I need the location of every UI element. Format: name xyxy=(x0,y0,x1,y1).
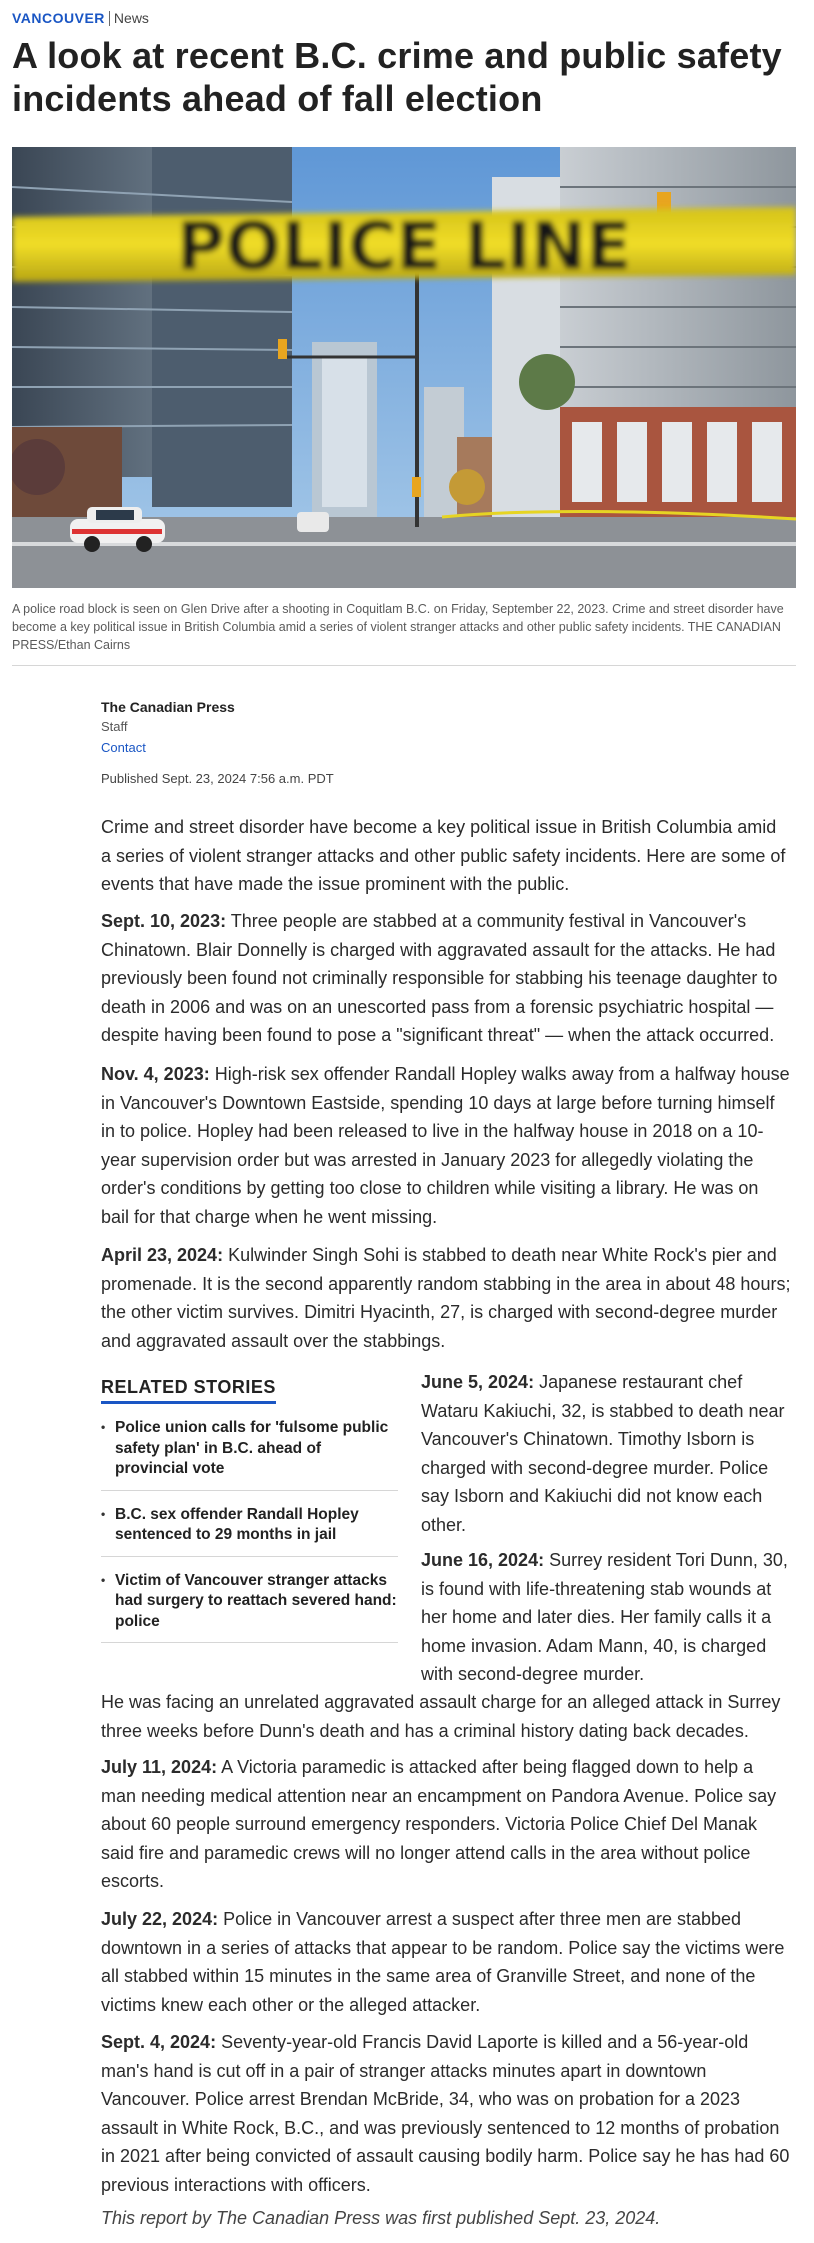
event-date: Sept. 10, 2023: xyxy=(101,911,227,931)
event-paragraph-continued: He was facing an unrelated aggravated assault charge for an alleged attack in Surrey three weeks before Dunn's death and has a criminal history dating back decades. xyxy=(101,1692,781,1741)
police-line-scene xyxy=(12,147,796,588)
event-date: June 5, 2024: xyxy=(421,1372,535,1392)
author-role: Staff xyxy=(101,719,128,734)
event-date: Sept. 4, 2024: xyxy=(101,2032,217,2052)
event-paragraph xyxy=(101,1060,791,1231)
event-text: Japanese restaurant chef Wataru Kakiuchi, 32, is stabbed to death near Vancouver's Chinatown. Timothy Isborn is charged with second-degree murder. Police say Isborn and Kakiuchi did not know each other. xyxy=(421,1372,785,1535)
published-date: Published Sept. 23, 2024 7:56 a.m. PDT xyxy=(101,771,334,786)
contact-link[interactable]: Contact xyxy=(101,740,146,755)
author-name: The Canadian Press xyxy=(101,699,235,715)
article-headline: A look at recent B.C. crime and public safety incidents ahead of fall election xyxy=(12,35,782,119)
site-header xyxy=(12,8,149,28)
photo-caption: A police road block is seen on Glen Drive after a shooting in Coquitlam B.C. on Friday, September 22, 2023. Crime and street disorder have become a key political issue in British Columbia amid a series of violent stranger attacks and other public safety incidents. THE CANADIAN PRESS/Ethan Cairns xyxy=(12,602,784,652)
event-text: Police in Vancouver arrest a suspect after three men are stabbed downtown in a series of attacks that appear to be random. Police say the victims were all stabbed within 15 minutes in the same area of Granville Street, and none of the victims knew each other or the alleged attacker. xyxy=(101,1909,785,2015)
event-text: High-risk sex offender Randall Hopley walks away from a halfway house in Vancouver's Downtown Eastside, spending 10 days at large before turning himself in to police. Hopley had been released to live in the halfway house in 2018 on a 10-year supervision order but was arrested in January 2023 for allegedly violating the order's conditions by getting too close to children while visiting a library. He was on bail for that charge when he went missing. xyxy=(101,1064,790,1227)
event-date: July 11, 2024: xyxy=(101,1757,218,1777)
related-story-link[interactable]: • B.C. sex offender Randall Hopley sentenced to 29 months in jail xyxy=(101,1501,398,1557)
article-intro: Crime and street disorder have become a key political issue in British Columbia amid a series of violent stranger attacks and other public safety incidents. Here are some of events that have made the issue prominent with the public. xyxy=(101,817,786,894)
event-paragraph xyxy=(101,1905,791,2019)
related-story-link[interactable]: • Victim of Vancouver stranger attacks had surgery to reattach severed hand: police xyxy=(101,1567,398,1644)
byline xyxy=(101,697,701,759)
related-stories-list xyxy=(101,1414,398,1643)
related-story-link[interactable]: • Police union calls for 'fulsome public safety plan' in B.C. ahead of provincial vote xyxy=(101,1414,398,1491)
event-text: Seventy-year-old Francis David Laporte is killed and a 56-year-old man's hand is cut off in a pair of stranger attacks minutes apart in downtown Vancouver. Police arrest Brendan McBride, 34, who was on probation for a 2023 assault in White Rock, B.C., and was previously sentenced to 12 months of probation in 2021 after being convicted of assault causing bodily harm. Police say he has had 60 previous interactions with officers. xyxy=(101,2032,790,2195)
event-date: April 23, 2024: xyxy=(101,1245,224,1265)
event-paragraph xyxy=(421,1546,791,1689)
police-line-tape-text: POLICE LINE xyxy=(176,208,632,285)
event-date: July 22, 2024: xyxy=(101,1909,219,1929)
related-stories-title: RELATED STORIES xyxy=(101,1376,276,1404)
hero-photo xyxy=(12,147,796,588)
brand-logo-link[interactable]: VANCOUVER xyxy=(12,10,105,26)
report-footer-note: This report by The Canadian Press was first published Sept. 23, 2024. xyxy=(101,2208,661,2228)
header-divider xyxy=(109,11,110,26)
event-paragraph xyxy=(101,1241,791,1355)
event-paragraph xyxy=(421,1368,791,1539)
event-date: June 16, 2024: xyxy=(421,1550,545,1570)
event-date: Nov. 4, 2023: xyxy=(101,1064,210,1084)
related-stories xyxy=(101,1376,398,1653)
event-text: Surrey resident Tori Dunn, 30, is found with life-threatening stab wounds at her home and later dies. Her family calls it a home invasion. Adam Mann, 40, is charged with second-degree murder. xyxy=(421,1550,788,1684)
section-link-news[interactable]: News xyxy=(113,10,149,26)
event-text: Three people are stabbed at a community festival in Vancouver's Chinatown. Blair Donnelly is charged with aggravated assault for the attacks. He had previously been found not criminally responsible for stabbing his teenage daughter to death in 2006 and was on an unescorted pass from a forensic psychiatric hospital — despite having been found to pose a "significant threat" — when the attack occurred. xyxy=(101,911,778,1045)
event-paragraph xyxy=(101,2028,791,2199)
divider xyxy=(12,665,796,666)
event-paragraph xyxy=(101,907,791,1050)
event-paragraph xyxy=(101,1753,791,1896)
event-text: A Victoria paramedic is attacked after being flagged down to help a man needing medical attention near an encampment on Pandora Avenue. Police say about 60 people surround emergency responders. Victoria Police Chief Del Manak said fire and paramedic crews will no longer attend calls in the area without police escorts. xyxy=(101,1757,777,1891)
event-text: Kulwinder Singh Sohi is stabbed to death near White Rock's pier and promenade. It is the second apparently random stabbing in the area in about 48 hours; the other victim survives. Dimitri Hyacinth, 27, is charged with second-degree murder and aggravated assault over the stabbings. xyxy=(101,1245,791,1351)
